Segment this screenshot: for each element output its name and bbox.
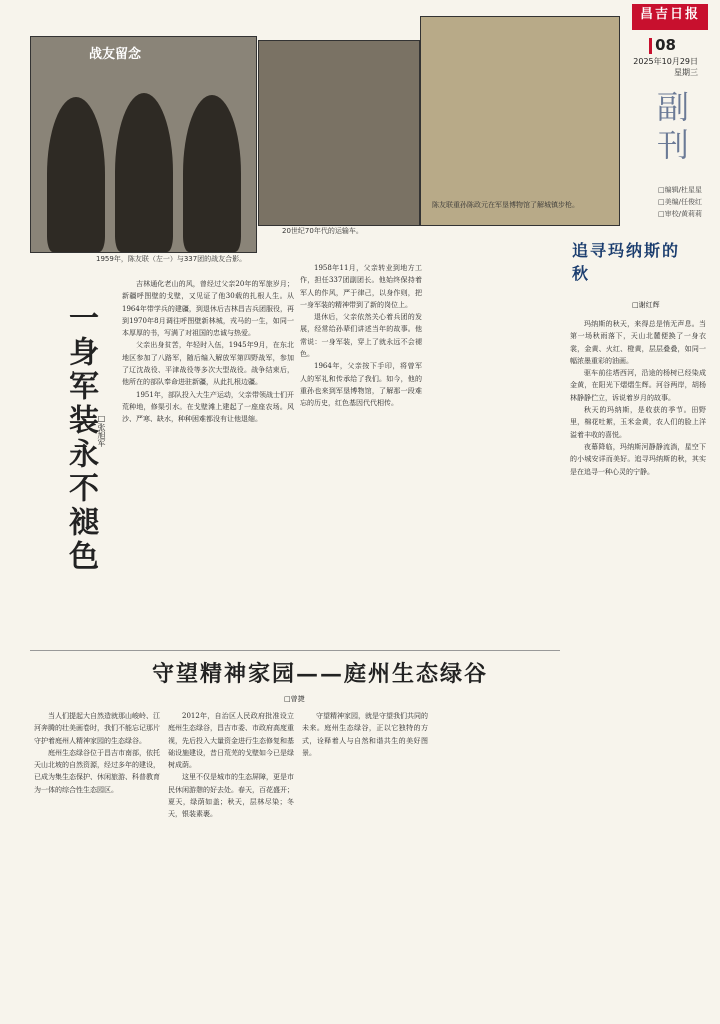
story3-title: 守望精神家园——庭州生态绿谷 (151, 661, 488, 687)
story3-column-2: 2012年，自治区人民政府批准设立庭州生态绿谷，昌吉市委、市政府高度重视，先后投入大量资金进行生态修复和基础设施建设，昔日荒芜的戈壁如今已是绿树成荫。 这里不仅是城市的生态屏障，更是市民休闲游憩的好去处。春天，百花盛开；夏天，绿荫如盖；秋天，层林尽染；冬天，银装素裹。 (168, 712, 294, 819)
photo-boy-museum (420, 16, 620, 226)
story1-column-1: 吉林通化老山的风，曾经过父亲20年的军旅岁月；新疆呼图壁的戈壁，又见证了他30载的扎根人生。从1964年带学兵的建疆，到退休后吉林昌吉兵团服役，再到1970年8月调往呼图壁新林城，戎马的一生，如同一本厚厚的书，写满了对祖国的忠诚与热爱。 父亲出身贫苦，年轻时入伍，1945年9月，在东北地区参加了八路军，随后编入解放军第四野战军，参加了辽沈战役、平津战役等多次大型战役。战争结束后，他所在的部队奉命进驻新疆，从此扎根边疆。 1951年，部队投入大生产运动，父亲带领战士们开荒种地，修渠引水。在戈壁滩上建起了一座座农场。风沙、严寒、缺水，种种困难都没有让他退缩。 (122, 280, 294, 424)
story3-column-1: 当人们提起大自然造就那山峻岭、江河奔腾的壮美画卷时，我们不能忘记那片守护着庭州人精神家园的生态绿谷。 庭州生态绿谷位于昌吉市南部，依托天山北坡的自然资源，经过多年的建设，已成为集生态保护、休闲旅游、科普教育为一体的综合性生态园区。 (34, 712, 160, 794)
story3-column-3: 守望精神家园，就是守望我们共同的未来。庭州生态绿谷，正以它独特的方式，诠释着人与自然和谐共生的美好图景。 (302, 712, 428, 757)
story2-title: 追寻玛纳斯的秋 (572, 241, 681, 283)
story1-author: □张旭军 (97, 414, 106, 447)
story1-column-2: 1958年11月，父亲转业到地方工作，担任337团副团长。他始终保持着军人的作风，严于律己，以身作则，把一身军装的精神带到了新的岗位上。 退休后，父亲依然关心着兵团的发展，经常给孙辈们讲述当年的故事。他常说：一身军装，穿上了就永远不会褪色。 1964年，父亲按下手印，将曾军人的军礼和传承给了我们。如今，他的重孙也来到军垦博物馆，了解那一段难忘的历史，红色基因代代相传。 (300, 264, 422, 408)
photo-transport-truck (258, 40, 420, 226)
story2-column: 玛纳斯的秋天，来得总是悄无声息。当第一场秋雨落下，天山北麓便换了一身衣裳，金黄、火红、橙黄，层层叠叠，如同一幅浓墨重彩的油画。 驱车前往塔西河，沿途的杨树已经染成金黄，在阳光下熠熠生辉。河谷两岸，胡杨林静静伫立，诉说着岁月的故事。 秋天的玛纳斯，是收获的季节。田野里，棉花吐絮，玉米金黄，农人们的脸上洋溢着丰收的喜悦。 夜幕降临，玛纳斯河静静流淌，星空下的小城安详而美好。追寻玛纳斯的秋，其实是在追寻一种心灵的宁静。 (570, 320, 706, 476)
page-number: 08 (649, 36, 676, 54)
photo-soldiers (30, 36, 257, 253)
section-divider (30, 650, 560, 651)
photo-caption-3: 陈友联重孙陈政元在军垦博物馆了解城镇步枪。 (432, 201, 579, 209)
story2-author: □谢红辉 (632, 301, 660, 309)
photo-caption-2: 20世纪70年代的运输车。 (282, 227, 363, 235)
issue-date: 2025年10月29日 星期三 (633, 57, 698, 77)
newspaper-brand: 昌吉日报 (632, 4, 708, 30)
photo-caption-1: 1959年，陈友联（左一）与337团的战友合影。 (96, 255, 247, 263)
story1-title: 一身军装永不褪色 (63, 302, 98, 574)
story3-author: □曾捷 (284, 695, 305, 703)
photo-inscription: 战友留念 (89, 47, 142, 62)
section-title: 副刊 (652, 90, 690, 166)
editor-credits: □编辑/杜星星 □美编/任俊红 □审校/黄莉莉 (658, 186, 702, 218)
